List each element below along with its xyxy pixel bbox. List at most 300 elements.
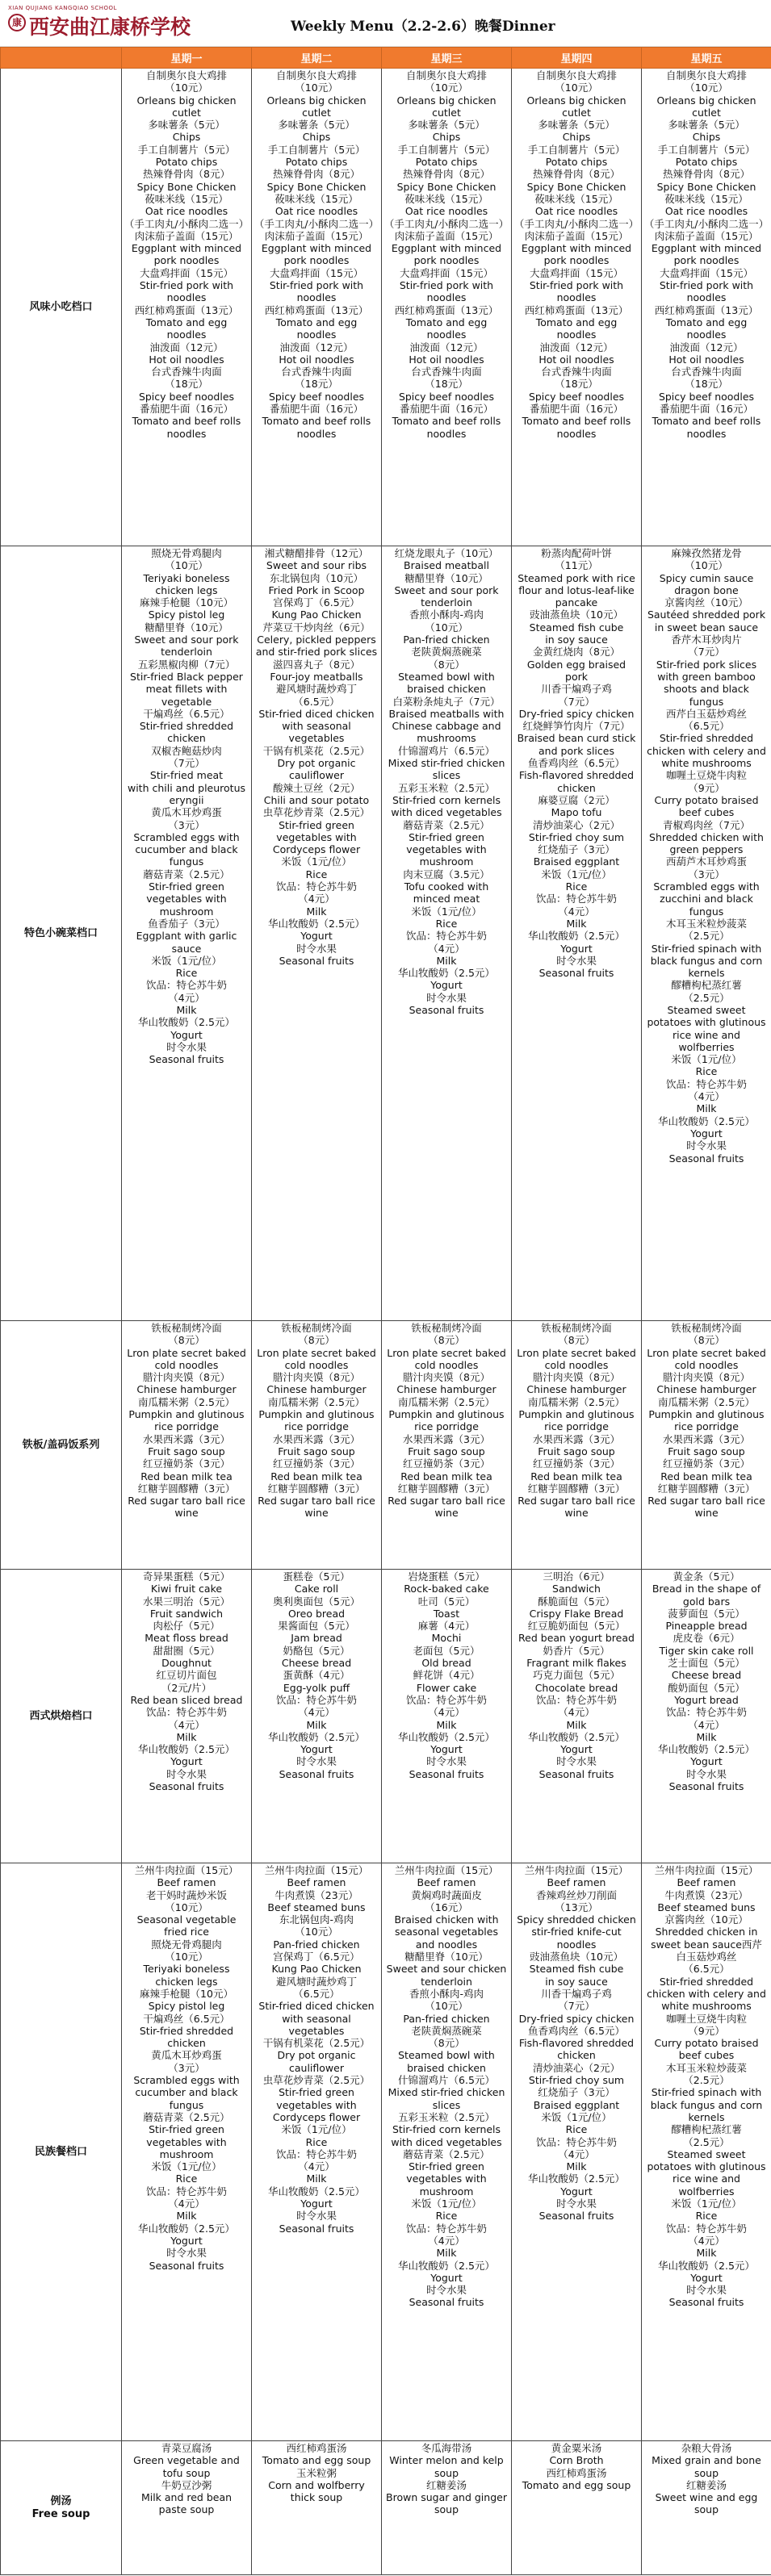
- menu-item-line: （4元）: [168, 1718, 205, 1731]
- menu-item-line: 红糖姜汤: [425, 2478, 467, 2491]
- menu-item-line: 糖醋里脊（10元）: [404, 1951, 488, 1963]
- menu-item-line: （10元）: [425, 621, 468, 634]
- menu-item-line: Oat rice noodles: [274, 205, 358, 218]
- menu-item-line: Pumpkin and glutinous: [388, 1408, 505, 1421]
- menu-item-line: （7元）: [558, 695, 595, 708]
- menu-item-line: Tomato and egg: [535, 316, 618, 328]
- menu-item-line: Seasonal fruits: [279, 2222, 354, 2235]
- menu-item-line: Stir-fried pork slices: [656, 658, 757, 671]
- menu-item-line: 台式香辣牛肉面: [541, 366, 612, 378]
- menu-item-line: （16元）: [425, 1901, 468, 1913]
- menu-item-line: （6.5元）: [683, 720, 730, 733]
- menu-item-line: 红糖芋圆醪糟（3元）: [527, 1482, 626, 1495]
- menu-item-line: Orleans big chicken: [656, 94, 756, 107]
- menu-item-line: 时令水果: [425, 2284, 467, 2297]
- menu-item-line: 自制奥尔良大鸡排: [405, 69, 487, 82]
- menu-item-line: Cheese bread: [671, 1669, 742, 1682]
- menu-item-line: 牛奶豆沙粥: [161, 2478, 212, 2491]
- menu-item-line: 甜甜圈（5元）: [153, 1644, 220, 1657]
- menu-item-line: white mushrooms: [661, 2000, 752, 2013]
- menu-item-line: 蛋糕卷（5元）: [283, 1570, 350, 1583]
- menu-item-line: 滋四喜丸子（8元）: [273, 658, 360, 671]
- menu-item-line: 干锅有机菜花（2.5元）: [262, 744, 371, 757]
- page-title: Weekly Menu（2.2-2.6）晚餐Dinner: [291, 19, 555, 35]
- menu-item-line: Stir-fried green: [149, 880, 224, 893]
- menu-item-line: Flower cake: [416, 1681, 477, 1694]
- page-header: [0, 0, 771, 47]
- menu-cell: [252, 69, 382, 546]
- menu-item-line: Red sugar taro ball rice: [258, 1495, 375, 1508]
- menu-item-line: 西芹白玉菇炒鸡丝: [665, 707, 747, 720]
- menu-item-line: 多味薯条（5元）: [668, 119, 745, 132]
- menu-item-line: （11元）: [555, 559, 598, 572]
- menu-item-line: Oat rice noodles: [664, 205, 748, 218]
- menu-item-line: Crispy Flake Bread: [529, 1607, 624, 1620]
- menu-item-line: wine: [564, 1507, 589, 1520]
- menu-item-line: Shredded chicken in: [655, 1926, 758, 1938]
- menu-item-line: （4元）: [298, 1706, 335, 1719]
- menu-item-line: chicken legs: [155, 1975, 218, 1988]
- menu-item-line: Red sugar taro ball rice: [128, 1495, 245, 1508]
- menu-cell: [122, 1321, 252, 1570]
- menu-item-line: （7元）: [688, 646, 725, 659]
- menu-item-line: Milk: [436, 1718, 457, 1731]
- menu-item-line: Fruit sago soup: [278, 1445, 355, 1457]
- menu-cell: [512, 1863, 642, 2441]
- menu-item-line: Braised chicken with: [394, 1913, 499, 1926]
- menu-item-line: Celery, pickled peppers: [257, 634, 376, 646]
- menu-item-line: 照烧无骨鸡腿肉: [151, 547, 222, 559]
- menu-item-line: 华山牧酸奶（2.5元）: [138, 1016, 235, 1029]
- menu-item-line: （手工肉丸/小酥肉二选一）: [124, 217, 249, 230]
- menu-item-line: （10元）: [685, 82, 728, 94]
- menu-item-line: 饮品：特仑苏牛奶: [275, 2147, 357, 2160]
- menu-item-line: 时令水果: [295, 1755, 337, 1768]
- menu-item-line: （10元）: [165, 559, 208, 572]
- menu-item-line: Chocolate bread: [534, 1681, 618, 1694]
- menu-item-line: 水果西米露（3元）: [533, 1432, 620, 1445]
- menu-item-line: Fruit sandwich: [149, 1607, 224, 1620]
- menu-item-line: Milk: [566, 917, 587, 930]
- menu-item-line: Sweet wine and egg: [655, 2491, 758, 2504]
- menu-item-line: Beef steamed buns: [657, 1901, 756, 1913]
- menu-item-line: Lron plate secret baked: [647, 1346, 766, 1359]
- menu-item-line: minced meat: [413, 893, 480, 905]
- menu-item-line: Milk: [306, 905, 327, 918]
- menu-item-line: fungus: [169, 855, 204, 868]
- menu-item-line: Stir-fried pork with: [529, 279, 624, 292]
- menu-item-line: rice porridge: [674, 1420, 739, 1433]
- menu-item-line: Red bean milk tea: [400, 1470, 492, 1482]
- menu-item-line: （8元）: [558, 1334, 595, 1347]
- menu-item-line: Potato chips: [155, 156, 218, 169]
- menu-item-line: 蘑菇青菜（2.5元）: [403, 818, 490, 831]
- menu-item-line: Milk: [696, 1730, 717, 1743]
- menu-item-line: （4元）: [168, 2198, 205, 2210]
- menu-item-line: soup: [693, 2466, 719, 2479]
- menu-item-line: Beef ramen: [417, 1876, 476, 1889]
- menu-item-line: Tomato and egg: [405, 316, 488, 328]
- menu-item-line: Spicy pistol leg: [148, 2000, 225, 2013]
- menu-item-line: 大盘鸡拌面（15元）: [140, 266, 233, 279]
- menu-item-line: 华山牧酸奶（2.5元）: [268, 1730, 365, 1743]
- menu-item-line: Stir-fried corn kernels: [392, 2123, 501, 2136]
- menu-cell: [642, 69, 771, 546]
- menu-item-line: vegetables: [288, 2024, 345, 2037]
- menu-item-line: Chips: [562, 131, 591, 144]
- menu-item-line: 莜味米线（15元）: [145, 192, 228, 205]
- menu-item-line: Kung Pao Chicken: [271, 608, 362, 621]
- menu-item-line: 菠萝面包（5元）: [668, 1607, 745, 1620]
- menu-item-line: Corn Broth: [549, 2454, 604, 2467]
- menu-item-line: 铁板秘制烤冷面: [281, 1322, 352, 1334]
- menu-item-line: Fruit sago soup: [148, 1445, 225, 1457]
- menu-item-line: Spicy beef noodles: [528, 390, 625, 403]
- menu-item-line: 蛋黄酥（4元）: [283, 1669, 350, 1682]
- menu-item-line: Green vegetable and: [133, 2454, 240, 2467]
- menu-item-line: 红豆撞奶茶（3元）: [403, 1457, 490, 1470]
- menu-item-line: 京酱肉丝（10元）: [664, 596, 748, 609]
- menu-item-line: 铁板秘制烤冷面: [411, 1322, 482, 1334]
- menu-item-line: wolfberries: [678, 2185, 735, 2198]
- menu-item-line: Stir-fried green: [149, 2123, 224, 2136]
- menu-body: [1, 69, 771, 2575]
- menu-item-line: noodles: [166, 328, 207, 341]
- menu-item-line: 糖醋里脊（10元）: [145, 621, 228, 634]
- school-logo: [5, 3, 199, 44]
- menu-item-line: （2.5元）: [683, 930, 730, 943]
- menu-item-line: Spicy pistol leg: [148, 608, 225, 621]
- menu-cell: [512, 69, 642, 546]
- menu-item-line: Stir-fried meat: [149, 769, 224, 782]
- menu-item-line: 牛肉煮馍（23元）: [274, 1888, 358, 1901]
- menu-item-line: Chips: [692, 131, 721, 144]
- menu-item-line: wine: [174, 1507, 199, 1520]
- menu-item-line: noodles: [296, 427, 337, 440]
- menu-item-line: 青菜豆腐汤: [161, 2442, 212, 2454]
- menu-item-line: 多味薯条（5元）: [538, 119, 615, 132]
- menu-item-line: Milk: [436, 954, 457, 967]
- menu-item-line: 酸辣土豆丝（2元）: [273, 781, 360, 794]
- menu-item-line: Potato chips: [415, 156, 478, 169]
- menu-cell: [122, 2441, 252, 2575]
- menu-item-line: tofu soup: [162, 2466, 211, 2479]
- menu-item-line: Stir-fried pork with: [139, 279, 234, 292]
- menu-item-line: 西红柿鸡蛋面（13元）: [524, 303, 629, 316]
- menu-item-line: Potato chips: [285, 156, 348, 169]
- menu-item-line: Toast: [433, 1607, 460, 1620]
- menu-item-line: 饮品：特仑苏牛奶: [275, 1693, 357, 1706]
- menu-item-line: and noodles: [415, 1938, 478, 1951]
- menu-item-line: Rice: [695, 1065, 718, 1078]
- menu-item-line: noodles: [166, 427, 207, 440]
- menu-item-line: Mixed stir-fried chicken: [388, 2086, 505, 2099]
- menu-item-line: and pork slices: [538, 744, 614, 757]
- menu-item-line: tenderloin: [421, 596, 472, 609]
- menu-item-line: （2元/片）: [161, 1681, 212, 1694]
- menu-item-line: Sautéed shredded pork: [647, 608, 766, 621]
- menu-item-line: 饮品：特仑苏牛奶: [275, 880, 357, 893]
- menu-cell: [512, 2441, 642, 2575]
- menu-item-line: chicken with celery and: [647, 744, 766, 757]
- menu-cell: [122, 69, 252, 546]
- menu-item-line: Oreo bread: [287, 1607, 346, 1620]
- menu-item-line: 莜味米线（15元）: [664, 192, 748, 205]
- menu-item-line: Mixed stir-fried chicken: [388, 757, 505, 770]
- menu-item-line: Yogurt: [170, 1755, 203, 1768]
- menu-item-line: seasonal vegetables: [395, 1926, 498, 1938]
- menu-item-line: 木耳玉米粒炒菠菜: [665, 917, 747, 930]
- menu-item-line: gold bars: [682, 1595, 731, 1608]
- menu-item-line: 虎皮卷（6元）: [673, 1632, 740, 1645]
- menu-item-line: Rice: [435, 2210, 458, 2223]
- menu-item-line: 西葫芦木耳炒鸡蛋: [665, 855, 747, 868]
- menu-item-line: Golden egg braised: [526, 658, 626, 671]
- menu-item-line: Stir-fried green: [279, 818, 354, 831]
- menu-item-line: 干煸鸡丝（6.5元）: [143, 2012, 230, 2025]
- menu-item-line: Seasonal fruits: [538, 1767, 614, 1780]
- menu-item-line: 冬瓜海带汤: [421, 2442, 472, 2454]
- menu-item-line: Eggplant with garlic: [136, 930, 237, 943]
- menu-item-line: Milk: [306, 2172, 327, 2185]
- menu-item-line: 番茄肥牛面（16元）: [140, 403, 233, 416]
- menu-item-line: chicken: [557, 781, 596, 794]
- menu-item-line: Tomato and beef rolls: [652, 415, 761, 428]
- menu-item-line: 腊汁肉夹馍（8元）: [663, 1371, 750, 1384]
- menu-item-line: 饮品：特仑苏牛奶: [665, 1077, 747, 1090]
- menu-item-line: 西红柿鸡蛋面（13元）: [394, 303, 499, 316]
- category-label: [1, 2441, 122, 2575]
- menu-cell: [642, 1321, 771, 1570]
- menu-item-line: Stir-fried spinach with: [651, 942, 762, 955]
- menu-item-line: Four-joy meatballs: [270, 670, 363, 683]
- menu-item-line: 奶香片（5元）: [543, 1644, 610, 1657]
- menu-item-line: 饮品：特仑苏牛奶: [535, 893, 617, 905]
- menu-item-line: cold noodles: [674, 1358, 739, 1371]
- menu-item-line: vegetable: [161, 695, 212, 708]
- menu-item-line: tenderloin: [421, 1975, 472, 1988]
- menu-item-line: braised chicken: [407, 683, 486, 696]
- menu-item-line: noodles: [686, 427, 727, 440]
- menu-item-line: pancake: [555, 596, 598, 609]
- menu-item-line: 台式香辣牛肉面: [151, 366, 222, 378]
- menu-item-line: Spicy beef noodles: [398, 390, 495, 403]
- menu-item-line: Eggplant with minced: [651, 242, 762, 255]
- menu-item-line: 红糖姜汤: [685, 2478, 727, 2491]
- menu-item-line: 手工自制薯片（5元）: [657, 143, 756, 156]
- menu-item-line: 时令水果: [295, 942, 337, 955]
- menu-item-line: sauce: [171, 942, 202, 955]
- menu-item-line: Stir-fried pork with: [269, 279, 364, 292]
- day-header-tue: 星期二: [252, 48, 382, 69]
- menu-item-line: Tomato and beef rolls: [522, 415, 631, 428]
- menu-item-line: 腊汁肉夹馍（8元）: [403, 1371, 490, 1384]
- menu-item-line: 香煎小酥肉-鸡肉: [409, 1987, 484, 2000]
- menu-item-line: 铁板秘制烤冷面: [151, 1322, 222, 1334]
- menu-item-line: noodles: [556, 1938, 597, 1951]
- menu-item-line: thick soup: [290, 2491, 343, 2504]
- menu-item-line: Steamed sweet: [667, 1003, 746, 1016]
- menu-item-line: 豉油蒸鱼块（10元）: [530, 1951, 623, 1963]
- menu-item-line: （4元）: [168, 991, 205, 1004]
- menu-item-line: Braised meatballs with: [388, 707, 505, 720]
- menu-item-line: 避风塘时蔬炒鸡丁: [275, 683, 357, 696]
- menu-item-line: 肉沫茄子盖面（15元）: [524, 229, 629, 242]
- menu-item-line: 红糖芋圆醪糟（3元）: [137, 1482, 236, 1495]
- menu-item-line: cutlet: [432, 106, 461, 119]
- menu-item-line: Sweet and sour pork: [134, 634, 239, 646]
- menu-item-line: mushroom: [419, 2185, 474, 2198]
- menu-item-line: Fish-flavored shredded: [518, 2037, 635, 2050]
- menu-item-line: Stir-fried choy sum: [528, 830, 625, 843]
- menu-item-line: kernels: [688, 967, 725, 980]
- menu-item-line: soup: [434, 2466, 459, 2479]
- menu-item-line: 华山牧酸奶（2.5元）: [398, 967, 495, 980]
- day-header-mon: 星期一: [122, 48, 252, 69]
- menu-item-line: 川香干煸鸡子鸡: [541, 1987, 612, 2000]
- menu-item-line: cauliflower: [289, 2061, 344, 2074]
- menu-item-line: 手工自制薯片（5元）: [267, 143, 366, 156]
- menu-item-line: paste soup: [158, 2503, 215, 2516]
- menu-item-line: （8元）: [428, 2037, 465, 2050]
- menu-item-line: Hot oil noodles: [538, 353, 614, 366]
- menu-item-line: 时令水果: [555, 954, 597, 967]
- menu-item-line: 川香干煸鸡子鸡: [541, 683, 612, 696]
- menu-item-line: 米饭（1元/位）: [671, 2198, 742, 2210]
- menu-item-line: （手工肉丸/小酥肉二选一）: [513, 217, 639, 230]
- menu-item-line: 红烧龙眼丸子（10元）: [394, 547, 499, 559]
- menu-item-line: Yogurt: [560, 942, 593, 955]
- menu-item-line: Old bread: [421, 1657, 471, 1670]
- menu-item-line: 兰州牛肉拉面（15元）: [264, 1864, 369, 1876]
- menu-item-line: potatoes with glutinous: [647, 2160, 766, 2173]
- menu-item-line: 清炒油菜心（2元）: [533, 818, 620, 831]
- menu-item-line: Milk: [566, 2160, 587, 2173]
- menu-item-line: 华山牧酸奶（2.5元）: [528, 2172, 625, 2185]
- category-label: [1, 1863, 122, 2441]
- menu-item-line: noodles: [426, 291, 467, 304]
- menu-item-line: 红糖芋圆醪糟（3元）: [267, 1482, 366, 1495]
- menu-item-line: black fungus and corn: [650, 2098, 763, 2111]
- menu-row: [1, 69, 771, 546]
- menu-item-line: Spicy Bone Chicken: [656, 180, 756, 193]
- menu-item-line: 时令水果: [425, 1755, 467, 1768]
- menu-item-line: Spicy Bone Chicken: [396, 180, 497, 193]
- menu-item-line: Stir-fried pork with: [659, 279, 754, 292]
- menu-item-line: 青椒鸡肉丝（7元）: [663, 818, 750, 831]
- menu-cell: [252, 546, 382, 1321]
- menu-item-line: 玉米粒粥: [295, 2466, 337, 2479]
- menu-cell: [252, 1863, 382, 2441]
- menu-item-line: 兰州牛肉拉面（15元）: [394, 1864, 499, 1876]
- menu-item-line: Pumpkin and glutinous: [648, 1408, 765, 1421]
- menu-item-line: Orleans big chicken: [526, 94, 626, 107]
- menu-cell: [642, 546, 771, 1321]
- menu-item-line: Yogurt: [300, 2198, 333, 2210]
- menu-item-line: pork noodles: [413, 254, 480, 267]
- menu-table: [0, 47, 771, 2575]
- menu-item-line: 咖喱土豆烧牛肉粒: [665, 2012, 747, 2025]
- menu-item-line: Seasonal fruits: [538, 2210, 614, 2223]
- menu-item-line: 虫草花炒青菜（2.5元）: [262, 2074, 371, 2087]
- menu-item-line: Steamed pork with rice: [517, 571, 635, 584]
- menu-cell: [252, 2441, 382, 2575]
- menu-item-line: Dry pot organic: [277, 757, 356, 770]
- menu-item-line: Pumpkin and glutinous: [258, 1408, 375, 1421]
- menu-item-line: 鲜花饼（4元）: [413, 1669, 480, 1682]
- menu-item-line: Yogurt: [560, 2185, 593, 2198]
- menu-item-line: Rock-baked cake: [404, 1583, 489, 1595]
- menu-item-line: zucchini and black: [660, 893, 753, 905]
- menu-item-line: （7元）: [168, 757, 205, 770]
- menu-item-line: Steamed bowl with: [398, 2049, 495, 2062]
- menu-item-line: Seasonal fruits: [538, 967, 614, 980]
- menu-item-line: （10元）: [295, 82, 338, 94]
- menu-item-line: 米饭（1元/位）: [541, 868, 612, 880]
- menu-item-line: 华山牧酸奶（2.5元）: [528, 930, 625, 943]
- menu-item-line: Seasonal fruits: [279, 1767, 354, 1780]
- menu-item-line: 华山牧酸奶（2.5元）: [658, 2259, 755, 2272]
- menu-item-line: Seasonal fruits: [409, 1003, 484, 1016]
- menu-cell: [382, 546, 512, 1321]
- school-name: 西安曲江康桥学校: [29, 15, 191, 39]
- menu-item-line: Curry potato braised: [654, 2037, 759, 2050]
- menu-item-line: 大盘鸡拌面（15元）: [400, 266, 493, 279]
- menu-item-line: 奇异果蛋糕（5元）: [143, 1570, 230, 1583]
- menu-item-line: （8元）: [428, 658, 465, 671]
- menu-item-line: Stir-fried shredded: [659, 1975, 754, 1988]
- menu-item-line: 水果西米露（3元）: [663, 1432, 750, 1445]
- menu-item-line: Yogurt: [690, 2271, 723, 2284]
- menu-item-line: 木耳玉米粒炒菠菜: [665, 2061, 747, 2074]
- menu-item-line: kernels: [688, 2110, 725, 2123]
- menu-item-line: Tiger skin cake roll: [659, 1644, 754, 1657]
- corner-cell: [1, 48, 122, 69]
- menu-item-line: with seasonal: [282, 2012, 351, 2025]
- menu-item-line: （4元）: [428, 942, 465, 955]
- menu-item-line: in sweet bean sauce: [654, 621, 759, 634]
- menu-item-line: （18元）: [685, 378, 728, 391]
- menu-item-line: Rice: [565, 880, 588, 893]
- menu-item-line: noodles: [556, 427, 597, 440]
- menu-item-line: 肉末豆腐（3.5元）: [403, 868, 490, 880]
- category-label-line: 民族餐档口: [34, 2145, 87, 2158]
- menu-item-line: 时令水果: [166, 1040, 207, 1053]
- menu-item-line: Milk and red bean: [140, 2491, 233, 2504]
- menu-item-line: （3元）: [688, 868, 725, 880]
- menu-item-line: rice wine and: [673, 1028, 740, 1041]
- menu-item-line: Milk: [436, 2247, 457, 2260]
- menu-item-line: cutlet: [562, 106, 591, 119]
- menu-item-line: 华山牧酸奶（2.5元）: [398, 2259, 495, 2272]
- menu-item-line: 酥脆面包（5元）: [538, 1595, 615, 1608]
- menu-item-line: 黄金粟米汤: [551, 2442, 602, 2454]
- menu-item-line: pork noodles: [283, 254, 350, 267]
- menu-item-line: beef cubes: [678, 806, 735, 819]
- menu-item-line: 蘑菇青菜（2.5元）: [403, 2147, 490, 2160]
- menu-item-line: 五彩黑椒肉柳（7元）: [137, 658, 236, 671]
- menu-item-line: （8元）: [688, 1334, 725, 1347]
- menu-item-line: Dry-fried spicy chicken: [518, 707, 635, 720]
- menu-item-line: 果酱面包（5元）: [278, 1620, 355, 1633]
- menu-item-line: Yogurt: [690, 1127, 723, 1140]
- menu-item-line: 肉沫茄子盖面（15元）: [134, 229, 239, 242]
- menu-item-line: pork noodles: [153, 254, 220, 267]
- menu-item-line: Red bean milk tea: [270, 1470, 362, 1482]
- menu-item-line: （3元）: [168, 2061, 205, 2074]
- menu-item-line: 照烧无骨鸡腿肉: [151, 1938, 222, 1951]
- menu-item-line: Spicy Bone Chicken: [266, 180, 367, 193]
